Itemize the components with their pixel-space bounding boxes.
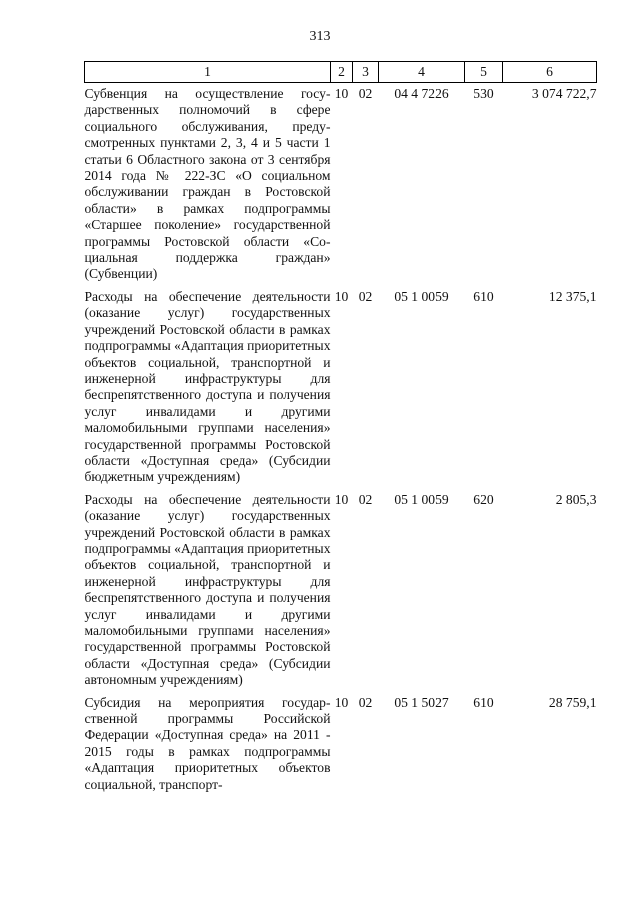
row-subsection: 02 bbox=[358, 694, 373, 710]
row-target-code: 05 1 0059 bbox=[394, 288, 449, 304]
column-header-2: 2 bbox=[331, 62, 353, 83]
column-header-3: 3 bbox=[353, 62, 379, 83]
column-header-1: 1 bbox=[85, 62, 331, 83]
table-row bbox=[85, 692, 597, 796]
row-amount: 2 805,3 bbox=[555, 491, 597, 507]
column-header-4: 4 bbox=[379, 62, 465, 83]
row-expense-type: 620 bbox=[473, 491, 494, 507]
row-description: Субсидия на мероприятия государственной программы Российской Федерации «Доступная среда» на 2011 - 2015 годы в рамках подпрограммы «Адаптация приоритетных объектов социальной, транспорт- bbox=[84, 694, 331, 792]
row-expense-type: 610 bbox=[473, 288, 494, 304]
table-row bbox=[85, 489, 597, 692]
column-header-5: 5 bbox=[465, 62, 503, 83]
row-expense-type: 610 bbox=[473, 694, 494, 710]
row-section: 10 bbox=[334, 288, 349, 304]
row-subsection: 02 bbox=[358, 491, 373, 507]
row-target-code: 05 1 0059 bbox=[394, 491, 449, 507]
row-section: 10 bbox=[334, 86, 349, 101]
row-amount: 12 375,1 bbox=[548, 288, 597, 304]
budget-table bbox=[84, 61, 597, 796]
row-expense-type: 530 bbox=[473, 86, 494, 101]
row-target-code: 04 4 7226 bbox=[394, 86, 449, 101]
row-description: Расходы на обеспечение деятельности (оказание услуг) государственных учреждений Ростовской области в рамках подпрограммы «Адаптация приоритетных объектов социальной, транспортной и инженерной инфраструктуры для беспрепятственного доступа и получения услуг инвалидами и другими маломобильными группами населения» государственной программы Ростовской области «Доступная среда» (Субсидии автономным учреждениям) bbox=[84, 491, 331, 688]
row-description: Расходы на обеспечение деятельности (оказание услуг) государственных учреждений Ростовской области в рамках подпрограммы «Адаптация приоритетных объектов социальной, транспортной и инженерной инфраструктуры для беспрепятственного доступа и получения услуг инвалидами и другими маломобильными группами населения» государственной программы Ростовской области «Доступная среда» (Субсидии бюджетным учреждениям) bbox=[84, 288, 331, 485]
row-subsection: 02 bbox=[358, 86, 373, 101]
column-header-6: 6 bbox=[503, 62, 597, 83]
row-section: 10 bbox=[334, 694, 349, 710]
row-subsection: 02 bbox=[358, 288, 373, 304]
page-number: 313 bbox=[309, 29, 331, 44]
row-amount: 3 074 722,7 bbox=[531, 86, 597, 101]
table-row bbox=[85, 83, 597, 286]
table-row bbox=[85, 286, 597, 489]
row-section: 10 bbox=[334, 491, 349, 507]
row-description: Субвенция на осуществление государственных полномочий в сфере социального обслуживания, предусмотренных пунктами 2, 3, 4 и 5 части 1 статьи 6 Областного закона от 3 сентября 2014 года № 222-ЗС «О социальном обслуживании граждан в Ростовской области» в рамках подпрограммы «Старшее поколение» государственной программы Ростовской области «Социальная поддержка граждан» (Субвенции) bbox=[84, 86, 331, 282]
table-header-row bbox=[85, 62, 597, 83]
row-target-code: 05 1 5027 bbox=[394, 694, 449, 710]
row-amount: 28 759,1 bbox=[548, 694, 597, 710]
